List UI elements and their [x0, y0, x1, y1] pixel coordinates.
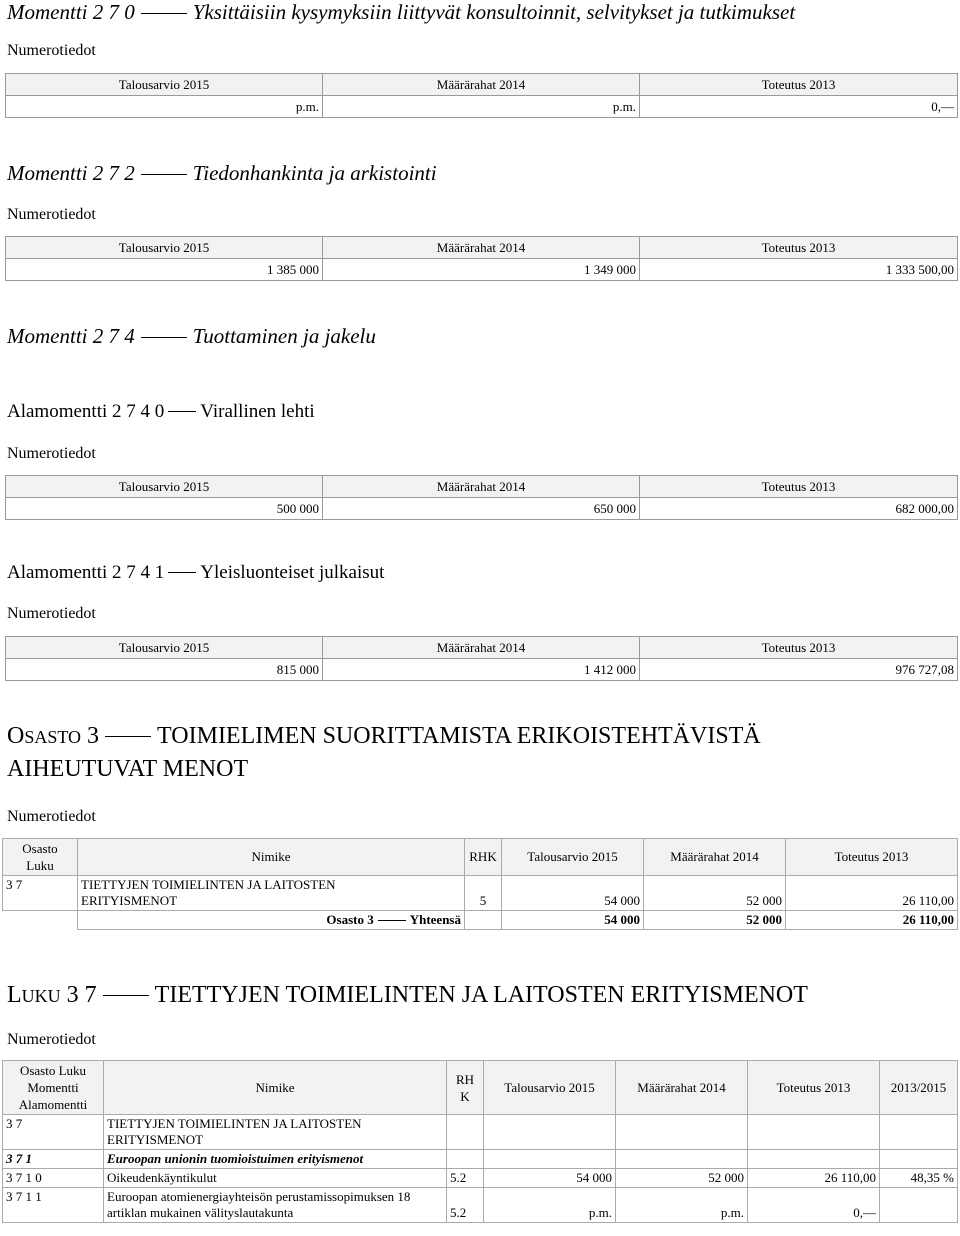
section-title-momentti-270: Momentti 2 7 0 Yksittäisiin kysymyksiin liittyvät konsultoinnit, selvitykset ja tutkimukset [7, 0, 796, 24]
total-row [3, 911, 958, 930]
row-budget: 54 000 [484, 1169, 616, 1188]
row-name: Euroopan unionin tuomioistuimen erityismenot [104, 1150, 447, 1169]
figures-table-272 [5, 236, 958, 281]
header-budget: Talousarvio 2015 [6, 637, 323, 659]
table-row [3, 1188, 958, 1223]
header-nimike: Nimike [78, 839, 465, 876]
table-row [3, 1169, 958, 1188]
row-name: Oikeudenkäyntikulut [104, 1169, 447, 1188]
header-realized: Toteutus 2013 [748, 1061, 880, 1115]
numerotiedot-label: Numerotiedot [7, 1031, 96, 1048]
luku-heading: LUKU 3 7 TIETTYJEN TOIMIELINTEN JA LAITOSTEN ERITYISMENOT [7, 982, 808, 1008]
value-realized: 1 333 500,00 [640, 259, 958, 281]
value-approp: 1 349 000 [323, 259, 640, 281]
numerotiedot-label: Numerotiedot [7, 206, 96, 223]
header-number-cols: Osasto Luku Momentti Alamomentti [3, 1061, 104, 1115]
row-number: 3 7 1 1 [3, 1188, 104, 1223]
figures-table-2741 [5, 636, 958, 681]
value-budget: 1 385 000 [6, 259, 323, 281]
value-budget: 500 000 [6, 498, 323, 520]
value-approp: 650 000 [323, 498, 640, 520]
row-approp: 52 000 [644, 876, 786, 911]
row-rhk: 5.2 [447, 1169, 484, 1188]
header-budget: Talousarvio 2015 [6, 237, 323, 259]
row-number: 3 7 1 0 [3, 1169, 104, 1188]
header-budget: Talousarvio 2015 [484, 1061, 616, 1115]
header-realized: Toteutus 2013 [640, 637, 958, 659]
header-budget: Talousarvio 2015 [502, 839, 644, 876]
value-budget: 815 000 [6, 659, 323, 681]
header-approp: Määrärahat 2014 [323, 237, 640, 259]
row-budget: p.m. [484, 1188, 616, 1223]
header-realized: Toteutus 2013 [786, 839, 958, 876]
row-number: 3 7 [3, 1115, 104, 1150]
header-osasto-luku: Osasto Luku [3, 839, 78, 876]
header-realized: Toteutus 2013 [640, 237, 958, 259]
section-title-momentti-274: Momentti 2 7 4 Tuottaminen ja jakelu [7, 324, 376, 348]
header-realized: Toteutus 2013 [640, 476, 958, 498]
total-approp: 52 000 [644, 911, 786, 930]
numerotiedot-label: Numerotiedot [7, 605, 96, 622]
header-ratio: 2013/2015 [880, 1061, 958, 1115]
header-approp: Määrärahat 2014 [323, 637, 640, 659]
table-row [3, 1150, 958, 1169]
row-rhk: 5.2 [447, 1188, 484, 1223]
total-realized: 26 110,00 [786, 911, 958, 930]
row-realized: 26 110,00 [786, 876, 958, 911]
value-realized: 682 000,00 [640, 498, 958, 520]
figures-table-270 [5, 73, 958, 118]
luku-detail-table [2, 1060, 958, 1223]
numerotiedot-label: Numerotiedot [7, 42, 96, 59]
figures-table-2740 [5, 475, 958, 520]
row-realized: 0,— [748, 1188, 880, 1223]
header-approp: Määrärahat 2014 [616, 1061, 748, 1115]
header-realized: Toteutus 2013 [640, 74, 958, 96]
row-name: TIETTYJEN TOIMIELINTEN JA LAITOSTEN ERITYISMENOT [78, 876, 465, 911]
row-realized: 26 110,00 [748, 1169, 880, 1188]
header-rhk: RH K [447, 1061, 484, 1115]
row-budget: 54 000 [502, 876, 644, 911]
value-realized: 0,— [640, 96, 958, 118]
header-rhk: RHK [465, 839, 502, 876]
section-title-momentti-272: Momentti 2 7 2 Tiedonhankinta ja arkistointi [7, 161, 437, 185]
value-realized: 976 727,08 [640, 659, 958, 681]
total-budget: 54 000 [502, 911, 644, 930]
header-budget: Talousarvio 2015 [6, 74, 323, 96]
row-ratio: 48,35 % [880, 1169, 958, 1188]
table-row [3, 876, 958, 911]
header-approp: Määrärahat 2014 [644, 839, 786, 876]
numerotiedot-label: Numerotiedot [7, 445, 96, 462]
row-approp: 52 000 [616, 1169, 748, 1188]
section-title-alamomentti-2741: Alamomentti 2 7 4 1 Yleisluonteiset julkaisut [7, 562, 385, 583]
row-name: TIETTYJEN TOIMIELINTEN JA LAITOSTEN ERITYISMENOT [104, 1115, 447, 1150]
header-nimike: Nimike [104, 1061, 447, 1115]
header-approp: Määrärahat 2014 [323, 74, 640, 96]
row-rhk: 5 [465, 876, 502, 911]
osasto-heading: OSASTO 3 TOIMIELIMEN SUORITTAMISTA ERIKOISTEHTÄVISTÄ [7, 723, 761, 749]
header-budget: Talousarvio 2015 [6, 476, 323, 498]
row-name: Euroopan atomienergiayhteisön perustamissopimuksen 18 artiklan mukainen välityslautakunta [104, 1188, 447, 1223]
numerotiedot-label: Numerotiedot [7, 808, 96, 825]
total-label: Osasto 3 Yhteensä [78, 911, 465, 930]
value-approp: p.m. [323, 96, 640, 118]
row-approp: p.m. [616, 1188, 748, 1223]
header-approp: Määrärahat 2014 [323, 476, 640, 498]
osasto-heading-line2: AIHEUTUVAT MENOT [7, 756, 249, 782]
section-title-alamomentti-2740: Alamomentti 2 7 4 0 Virallinen lehti [7, 401, 315, 422]
osasto-summary-table [2, 838, 958, 930]
row-number: 3 7 [3, 876, 78, 911]
value-approp: 1 412 000 [323, 659, 640, 681]
table-row [3, 1115, 958, 1150]
row-number: 3 7 1 [3, 1150, 104, 1169]
value-budget: p.m. [6, 96, 323, 118]
